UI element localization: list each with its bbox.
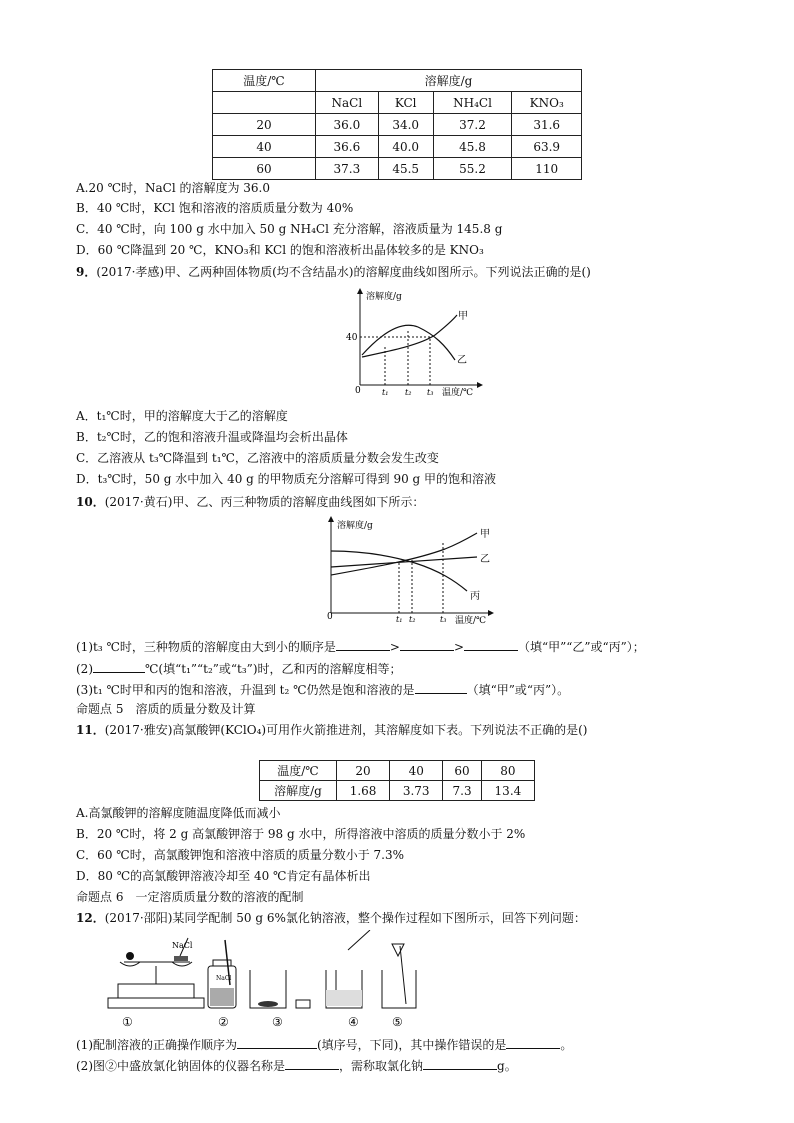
figure-label: ⑤: [392, 1015, 403, 1029]
series-label-yi: 乙: [480, 554, 490, 565]
series-line-jia: [331, 533, 477, 575]
x-tick-label: t₁: [396, 615, 403, 624]
q9-solubility-graph: [330, 285, 500, 401]
table-row-label: 温度/℃: [260, 761, 337, 781]
section-heading-6: 命题点 6 一定溶质质量分数的溶液的配制: [76, 890, 304, 904]
figure-label: ②: [218, 1015, 229, 1029]
q10-stem: 10．(2017·黄石)甲、乙、丙三种物质的溶解度曲线图如下所示：: [76, 495, 425, 509]
x-tick-label: t₂: [409, 615, 416, 624]
q12-part1: (1)配制溶液的正确操作顺序为 (填序号，下同)，其中操作错误的是 。: [76, 1038, 573, 1052]
origin-label: 0: [355, 386, 361, 396]
q9-option-d: D．t₃℃时，50 g 水中加入 40 g 的甲物质充分溶解可得到 90 g 甲的饱和溶液: [76, 472, 497, 486]
series-label-bing: 丙: [470, 591, 480, 602]
y-axis-label: 溶解度/g: [366, 292, 402, 302]
answer-blank[interactable]: [336, 638, 390, 651]
q11-option-c: C．60 ℃时，高氯酸钾饱和溶液中溶质的质量分数小于 7.3%: [76, 848, 404, 862]
beaker-illustration: [250, 970, 310, 1008]
x-tick-label: t₃: [427, 388, 434, 397]
table-header-temp: 温度/℃: [213, 70, 316, 92]
answer-blank[interactable]: [464, 638, 518, 651]
origin-label: 0: [327, 612, 333, 622]
section-heading-5: 命题点 5 溶质的质量分数及计算: [76, 702, 256, 716]
q12-procedure-figure: [100, 930, 430, 1030]
q11-option-b: B．20 ℃时，将 2 g 高氯酸钾溶于 98 g 水中，所得溶液中溶质的质量分数小于 2%: [76, 827, 526, 841]
x-tick-label: t₂: [405, 388, 412, 397]
y-axis-label: 溶解度/g: [337, 521, 373, 531]
q10-part1: (1)t₃ ℃时，三种物质的溶解度由大到小的顺序是 > > （填“甲”“乙”或“丙”）；: [76, 640, 645, 654]
table-col-header: NaCl: [316, 92, 379, 114]
table-col-header: KCl: [378, 92, 433, 114]
kclo4-solubility-table: 温度/℃ 20 40 60 80 溶解度/g 1.68 3.73 7.3 13.4: [259, 760, 535, 801]
answer-blank[interactable]: [415, 681, 467, 694]
x-tick-label: t₁: [382, 388, 389, 397]
nacl-label: NaCl: [172, 941, 193, 950]
table-header-solubility: 溶解度/g: [316, 70, 582, 92]
x-axis-label: 温度/℃: [455, 616, 487, 626]
balance-illustration: [108, 938, 204, 1008]
measuring-cylinder-illustration: [326, 930, 370, 1008]
figure-label: ④: [348, 1015, 359, 1029]
q11-option-a: A.高氯酸钾的溶解度随温度降低而减小: [76, 806, 281, 820]
q10-part2: (2) ℃(填“t₁”“t₂”或“t₃”)时，乙和丙的溶解度相等；: [76, 662, 402, 676]
answer-blank[interactable]: [93, 660, 145, 673]
answer-blank[interactable]: [423, 1057, 497, 1070]
figure-label: ③: [272, 1015, 283, 1029]
table-row: 60 37.3 45.5 55.2 110: [213, 158, 582, 180]
stirring-beaker-illustration: [382, 944, 416, 1008]
answer-blank[interactable]: [506, 1036, 560, 1049]
y-tick-label: 40: [346, 333, 358, 343]
x-axis-label: 温度/℃: [442, 388, 474, 398]
q9-option-b: B．t₂℃时，乙的饱和溶液升温或降温均会析出晶体: [76, 430, 348, 444]
reagent-jar-illustration: [208, 940, 236, 1008]
q8-option-b: B．40 ℃时，KCl 饱和溶液的溶质质量分数为 40%: [76, 201, 354, 215]
q12-stem: 12．(2017·邵阳)某同学配制 50 g 6%氯化钠溶液，整个操作过程如下图所示，回答下列问题：: [76, 911, 586, 925]
q11-stem: 11．(2017·雅安)高氯酸钾(KClO₄)可用作火箭推进剂，其溶解度如下表。下列说法不正确的是(): [76, 723, 588, 737]
series-label-yi: 乙: [457, 355, 467, 366]
solubility-table: [212, 69, 582, 180]
q10-solubility-graph: [315, 515, 515, 627]
q11-option-d: D．80 ℃的高氯酸钾溶液冷却至 40 ℃肯定有晶体析出: [76, 869, 371, 883]
x-tick-label: t₃: [440, 615, 447, 624]
series-line-yi: [362, 315, 457, 357]
series-line-yi: [331, 557, 477, 567]
table-row-label: 溶解度/g: [260, 781, 337, 801]
q9-option-c: C．乙溶液从 t₃℃降温到 t₁℃，乙溶液中的溶质质量分数会发生改变: [76, 451, 439, 465]
series-label-jia: 甲: [480, 529, 490, 540]
figure-label: ①: [122, 1015, 133, 1029]
answer-blank[interactable]: [285, 1057, 339, 1070]
table-row: 20 36.0 34.0 37.2 31.6: [213, 114, 582, 136]
answer-blank[interactable]: [237, 1036, 317, 1049]
series-label-jia: 甲: [458, 311, 468, 322]
table-row: 40 36.6 40.0 45.8 63.9: [213, 136, 582, 158]
table-col-header: NH₄Cl: [433, 92, 512, 114]
jar-label: NaCl: [216, 975, 232, 982]
q10-part3: (3)t₁ ℃时甲和丙的饱和溶液，升温到 t₂ ℃仍然是饱和溶液的是 （填“甲”或“丙”）。: [76, 683, 570, 697]
answer-blank[interactable]: [400, 638, 454, 651]
q8-option-a: A.20 ℃时，NaCl 的溶解度为 36.0: [76, 181, 271, 195]
q8-option-d: D．60 ℃降温到 20 ℃，KNO₃和 KCl 的饱和溶液析出晶体较多的是 KNO₃: [76, 243, 484, 257]
table-col-header: KNO₃: [512, 92, 582, 114]
q12-part2: (2)图②中盛放氯化钠固体的仪器名称是 ，需称取氯化钠 g。: [76, 1059, 517, 1073]
q8-option-c: C．40 ℃时，向 100 g 水中加入 50 g NH₄Cl 充分溶解，溶液质量为 145.8 g: [76, 222, 503, 236]
q9-option-a: A．t₁℃时，甲的溶解度大于乙的溶解度: [76, 409, 288, 423]
q9-stem: 9．(2017·孝感)甲、乙两种固体物质(均不含结晶水)的溶解度曲线如图所示。下列说法正确的是(): [76, 265, 591, 279]
